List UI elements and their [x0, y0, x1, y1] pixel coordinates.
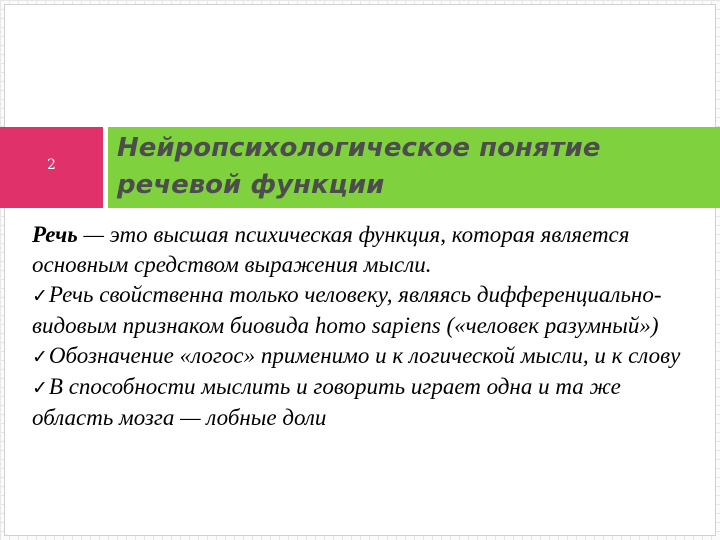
- definition-paragraph: [32, 220, 682, 280]
- slide-title-line-1: Нейропсихологическое понятие: [117, 133, 601, 163]
- bullet-text: В способности мыслить и говорить играет одна и та же область мозга — лобные доли: [32, 374, 621, 430]
- bullet-text: Обозначение «логос» применимо и к логической мысли, и к слову: [48, 343, 681, 368]
- checkmark-icon: ✓: [32, 377, 48, 399]
- checkmark-icon: ✓: [32, 346, 48, 368]
- slide-title-line-2: речевой функции: [117, 170, 385, 200]
- bullet-text: Речь свойственна только человеку, являясь дифференциально-видовым признаком биовида homo sapiens («человек разумный»): [32, 282, 662, 338]
- checkmark-icon: ✓: [32, 285, 48, 307]
- definition-text: — это высшая психическая функция, которая является основным средством выражения мысли.: [32, 222, 630, 277]
- slide-title: [117, 130, 707, 204]
- bullet-item: [32, 280, 682, 341]
- bullet-item: [32, 372, 682, 433]
- slide-content: [32, 220, 682, 433]
- slide-number: 2: [47, 157, 56, 173]
- definition-term: Речь: [32, 222, 78, 247]
- bullet-item: [32, 341, 682, 372]
